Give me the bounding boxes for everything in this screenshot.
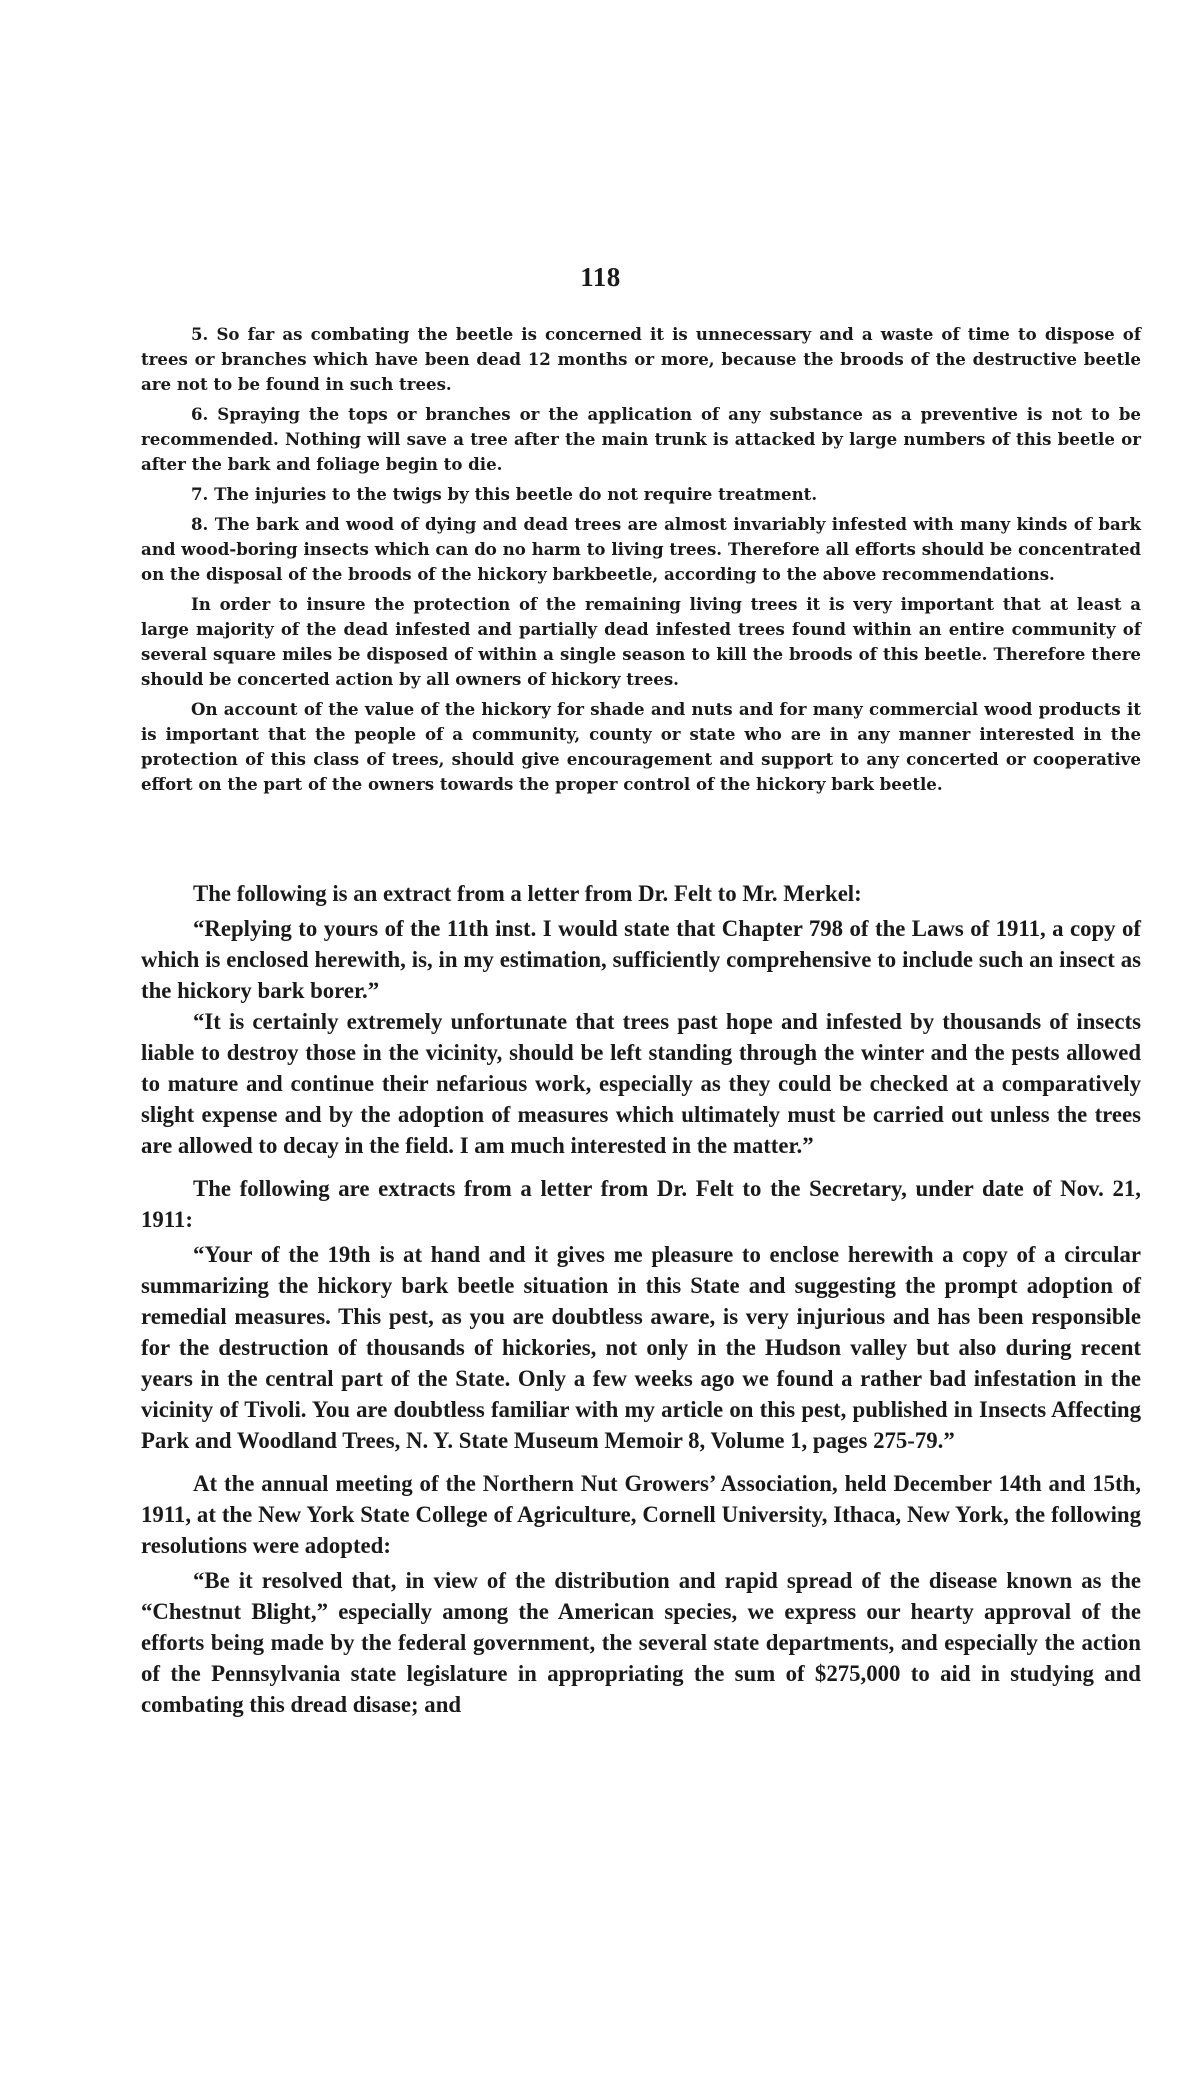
recommendation-paragraph: On account of the value of the hickory for shade and nuts and for many commercial wood products it is important that the people of a community, county or state who are in any manner interested in the protection of this class of trees, should give encouragement and support to any concerted or cooperative effort on the part of the owners towards the proper control of the hickory bark beetle. xyxy=(141,699,1141,794)
recommendation-paragraph: In order to insure the protection of the remaining living trees it is very important that at least a large majority of the dead infested and partially dead infested trees found within an entire community of several square miles be disposed of within a single season to kill the broods of this beetle. Therefore there should be concerted action by all owners of hickory trees. xyxy=(141,594,1141,689)
resolution-paragraph: “Be it resolved that, in view of the distribution and rapid spread of the disease known as the “Chestnut Blight,” especially among the American species, we express our hearty approval of the efforts being made by the federal government, the several state departments, and especially the action of the Pennsylvania state legislature in appropriating the sum of $275,000 to aid in studying and combating this dread disase; and xyxy=(141,1568,1141,1717)
page-number: 118 xyxy=(580,262,621,292)
recommendation-paragraph: 6. Spraying the tops or branches or the application of any substance as a preventive is not to be recommended. Nothing will save a tree after the main trunk is attacked by large numbers of this beetle or after the bark and foliage begin to die. xyxy=(141,404,1141,474)
quoted-paragraph: “It is certainly extremely unfortunate that trees past hope and infested by thousands of insects liable to destroy those in the vicinity, should be left standing through the winter and the pests allowed to mature and continue their nefarious work, especially as they could be checked at a comparatively slight expense and by the adoption of measures which ultimately must be carried out unless the trees are allowed to decay in the field. I am much interested in the matter.” xyxy=(141,1009,1141,1158)
body-paragraph: The following are extracts from a letter from Dr. Felt to the Secretary, under date of Nov. 21, 1911: xyxy=(141,1176,1141,1232)
quoted-paragraph: “Your of the 19th is at hand and it gives me pleasure to enclose herewith a copy of a circular summarizing the hickory bark beetle situation in this State and suggesting the prompt adoption of remedial measures. This pest, as you are doubtless aware, is very injurious and has been responsible for the destruction of thousands of hickories, not only in the Hudson valley but also during recent years in the central part of the State. Only a few weeks ago we found a rather bad infestation in the vicinity of Tivoli. You are doubtless familiar with my article on this pest, published in Insects Affecting Park and Woodland Trees, N. Y. State Museum Memoir 8, Volume 1, pages 275-79.” xyxy=(141,1242,1141,1453)
recommendation-paragraph: 7. The injuries to the twigs by this beetle do not require treatment. xyxy=(191,484,818,504)
correspondence-section xyxy=(141,878,1141,1720)
body-paragraph: At the annual meeting of the Northern Nut Growers’ Association, held December 14th and 15th, 1911, at the New York State College of Agriculture, Cornell University, Ithaca, New York, the following resolutions were adopted: xyxy=(141,1471,1141,1558)
quoted-paragraph: “Replying to yours of the 11th inst. I would state that Chapter 798 of the Laws of 1911, a copy of which is enclosed herewith, is, in my estimation, sufficiently comprehensive to include such an insect as the hickory bark borer.” xyxy=(141,916,1141,1003)
recommendation-paragraph: 5. So far as combating the beetle is concerned it is unnecessary and a waste of time to dispose of trees or branches which have been dead 12 months or more, because the broods of the destructive beetle are not to be found in such trees. xyxy=(141,324,1141,394)
body-paragraph: The following is an extract from a letter from Dr. Felt to Mr. Merkel: xyxy=(193,881,862,906)
recommendations-section xyxy=(141,322,1141,802)
recommendation-paragraph: 8. The bark and wood of dying and dead trees are almost invariably infested with many kinds of bark and wood-boring insects which can do no harm to living trees. Therefore all efforts should be concentrated on the disposal of the broods of the hickory barkbeetle, according to the above recommendations. xyxy=(141,514,1141,584)
